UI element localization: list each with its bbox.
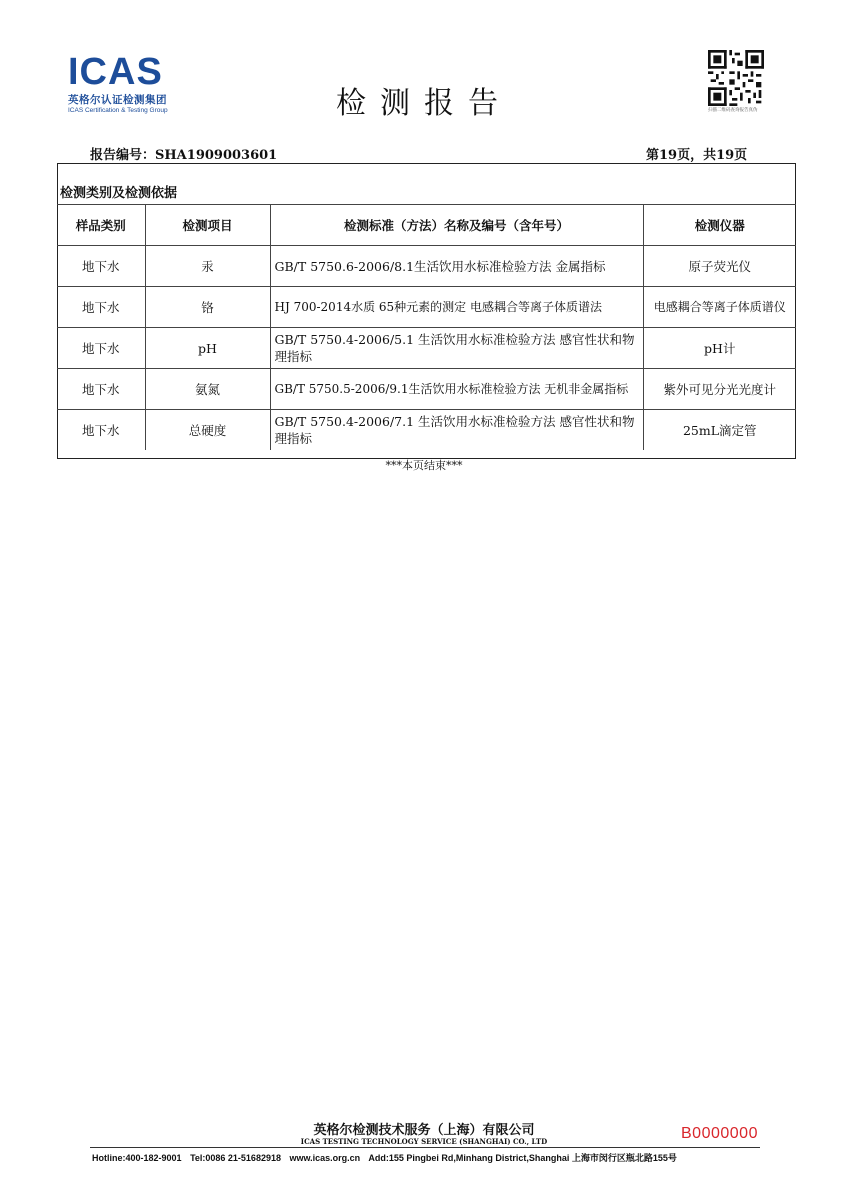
table-row — [57, 410, 796, 451]
footer-website: www.icas.org.cn — [289, 1153, 361, 1163]
test-item-cell: pH — [145, 328, 270, 369]
footer-hotline: Hotline:400-182-9001 — [92, 1153, 182, 1163]
test-item-cell: 氨氮 — [145, 369, 270, 410]
test-basis-table — [57, 204, 796, 450]
column-header: 检测仪器 — [643, 205, 796, 246]
qr-code — [708, 50, 764, 113]
sample-category-cell: 地下水 — [57, 287, 145, 328]
instrument-cell: 25mL滴定管 — [643, 410, 796, 451]
sample-category-cell: 地下水 — [57, 328, 145, 369]
footer-tel: Tel:0086 21-51682918 — [190, 1153, 281, 1163]
footer-address: Add:155 Pingbei Rd,Minhang District,Shanghai 上海市闵行区瓶北路155号 — [368, 1153, 677, 1163]
logo-english-name: ICAS Certification & Testing Group — [68, 107, 168, 114]
table-header-row — [57, 205, 796, 246]
report-number-label: 报告编号： — [90, 148, 156, 163]
section-heading: 检测类别及检测依据 — [60, 186, 178, 201]
report-number — [90, 144, 277, 163]
test-standard-cell: GB/T 5750.4-2006/7.1 生活饮用水标准检验方法 感官性状和物理指标 — [270, 410, 643, 451]
page-info: 第19页，共19页 — [646, 148, 748, 163]
instrument-cell: pH计 — [643, 328, 796, 369]
footer-divider — [90, 1147, 760, 1148]
qr-caption: 扫描二维码查询报告真伪 — [708, 108, 758, 113]
test-item-cell: 总硬度 — [145, 410, 270, 451]
table-row — [57, 369, 796, 410]
logo-chinese-name: 英格尔认证检测集团 — [68, 94, 167, 106]
page-end-mark: ***本页结束*** — [385, 459, 463, 472]
report-number-value: SHA1909003601 — [155, 148, 278, 163]
footer-contact — [92, 1151, 683, 1164]
test-item-cell: 铬 — [145, 287, 270, 328]
test-standard-cell: HJ 700-2014水质 65种元素的测定 电感耦合等离子体质谱法 — [270, 287, 643, 328]
test-item-cell: 汞 — [145, 246, 270, 287]
table-row — [57, 246, 796, 287]
test-standard-cell: GB/T 5750.5-2006/9.1生活饮用水标准检验方法 无机非金属指标 — [270, 369, 643, 410]
sample-category-cell: 地下水 — [57, 369, 145, 410]
footer-company-name: 英格尔检测技术服务（上海）有限公司 — [313, 1123, 535, 1138]
page-title: 检测报告 — [336, 86, 512, 121]
logo-wordmark: ICAS — [68, 51, 163, 93]
test-standard-cell: GB/T 5750.4-2006/5.1 生活饮用水标准检验方法 感官性状和物理指标 — [270, 328, 643, 369]
table-row — [57, 328, 796, 369]
instrument-cell: 原子荧光仪 — [643, 246, 796, 287]
instrument-cell: 电感耦合等离子体质谱仪 — [643, 287, 796, 328]
test-standard-cell: GB/T 5750.6-2006/8.1生活饮用水标准检验方法 金属指标 — [270, 246, 643, 287]
sample-category-cell: 地下水 — [57, 410, 145, 451]
sample-category-cell: 地下水 — [57, 246, 145, 287]
instrument-cell: 紫外可见分光光度计 — [643, 369, 796, 410]
table-row — [57, 287, 796, 328]
qr-code-icon — [708, 50, 764, 106]
footer-company-name-en: ICAS TESTING TECHNOLOGY SERVICE (SHANGHAI) CO., LTD — [300, 1137, 548, 1146]
column-header: 检测项目 — [145, 205, 270, 246]
serial-number: B0000000 — [681, 1125, 758, 1142]
column-header: 样品类别 — [57, 205, 145, 246]
column-header: 检测标准（方法）名称及编号（含年号） — [270, 205, 643, 246]
